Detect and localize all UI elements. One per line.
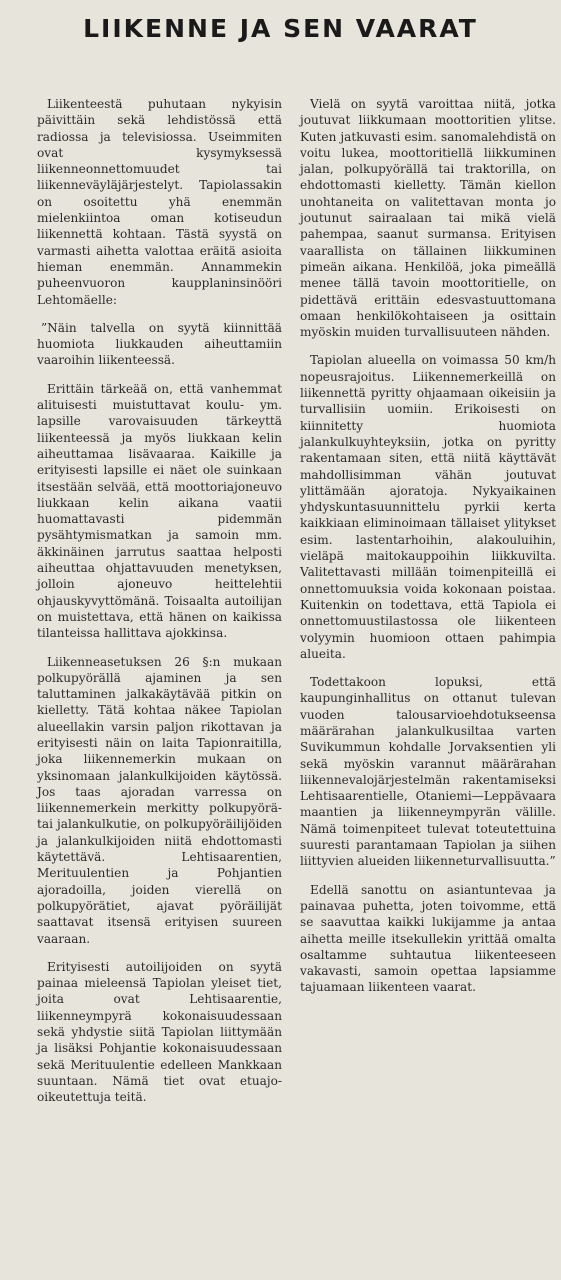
paragraph-conclusion-quote: Todettakoon lopuksi, että kaupunginhallitus on ottanut tulevan vuoden talousarvioehdotukseensa määrärahan jalankulkusiltaa varten Suvikummun kohdalle Jorvaksentien yli sekä myöskin varannut määrärahan liikennevalojärjestelmän rakentamiseksi Lehtisaarentielle, Otaniemi—Leppävaara maantien ja liikenneympyrän välille. Nämä toimenpiteet tulevat toteutettuina suuresti parantamaan Tapiolan ja siihen liittyvien alueiden liikenneturvallisuutta.” bbox=[300, 675, 556, 869]
paragraph-slippery-roads: Erittäin tärkeää on, että vanhemmat alituisesti muistuttavat koulu- ym. lapsille varovaisuuden tärkeyttä liikenteessä ja myös liukkaan kelin aiheuttamaa lisävaaraa. Kaikille ja erityisesti lapsille ei näet ole suinkaan itsestään selvää, että moottoriajoneuvo liukkaan kelin aikana vaatii huomattavasti pidemmän pysähtymismatkan ja samoin mm. äkkinäinen jarrutus saattaa helposti aiheuttaa ohjattavuuden menetyksen, jolloin ajoneuvo heittelehtii ohjauskyvyttömänä. Toisaalta autoilijan on muistettava, että hänen on kaikissa tilanteissa hallittava ajokkinsa. bbox=[37, 381, 282, 641]
paragraph-priority-roads: Erityisesti autoilijoiden on syytä painaa mieleensä Tapiolan yleiset tiet, joita ovat Lehtisaarentie, liikenneympyrä kokonaisuudessaan sekä yhdystie siitä Tapiolan liittymään ja lisäksi Pohjantie kokonaisuudessaan sekä Merituulentie edelleen Mankkaan suuntaan. Nämä tiet ovat etuajo-oikeutettuja teitä. bbox=[37, 959, 282, 1105]
paragraph-speed-limit: Tapiolan alueella on voimassa 50 km/h nopeusrajoitus. Liikennemerkeillä on liikennettä pyritty ohjaamaan oikeisiin ja turvallisiin uomiin. Erikoisesti on kiinnitetty huomiota jalankulkuyhteyksiin, jotka on pyritty rakentamaan siten, että niitä käyttävät mahdollisimman vähän joutuvat ylittämään ajoratoja. Nykyaikainen yhdyskuntasuunnittelu pyrkii kerta kaikkiaan eliminoimaan tällaiset ylitykset esim. lastentarhoihin, alakouluihin, vieläpä maitokauppoihin liikkuvilta. Valitettavasti millään toimenpiteillä ei onnettomuuksia voida kokonaan poistaa. Kuitenkin on todettava, että Tapiola ei onnettomuustilastossa ole liikenteen volyymin huomioon ottaen pahimpia alueita. bbox=[300, 353, 556, 661]
paragraph-editor-closing: Edellä sanottu on asiantuntevaa ja painavaa puhetta, joten toivomme, että se saavuttaa kaikki lukijamme ja antaa aihetta meille itsekullekin yrittää omalta osaltamme suhtautua liikenteeseen vakavasti, samoin opettaa lapsiamme tajuamaan liikenteen vaarat. bbox=[300, 882, 556, 995]
paragraph-bicycle-rules: Liikenneasetuksen 26 §:n mukaan polkupyörällä ajaminen ja sen taluttaminen jalkakäytävää pitkin on kielletty. Tätä kohtaa näkee Tapiolan alueellakin varsin paljon rikottavan ja erityisesti näin on laita Tapionraitilla, joka liikennemerkin mukaan on yksinomaan jalankulkijoiden käytössä. Jos taas ajoradan varressa on liikennemerkein merkitty polkupyörä- tai jalankulkutie, on polkupyöräilijöiden ja jalankulkijoiden niitä ehdottomasti käytettävä. Lehtisaarentien, Merituulentien ja Pohjantien ajoradoilla, joiden vierellä on polkupyörätiet, ajavat pyöräilijät saattavat itsensä erityisen suureen vaaraan. bbox=[37, 654, 282, 946]
paragraph-intro: Liikenteestä puhutaan nykyisin päivittäin sekä lehdistössä että radiossa ja televisiossa. Useimmiten ovat kysymyksessä liikenneonnettomuudet tai liikenneväyläjärjestelyt. Tapiolassakin on osoitettu yhä enemmän mielenkiintoa oman kotiseudun liikennettä kohtaan. Tästä syystä on varmasti aihetta valottaa eräitä asioita hieman enemmän. Annammekin puheenvuoron kaupplaninsinööri Lehtomäelle: bbox=[37, 97, 282, 307]
article-title: LIIKENNE JA SEN VAARAT bbox=[83, 14, 478, 43]
paragraph-quote-start: ”Näin talvella on syytä kiinnittää huomiota liukkauden aiheuttamiin vaaroihin liikenteessä. bbox=[37, 320, 282, 368]
paragraph-motorway: Vielä on syytä varoittaa niitä, jotka joutuvat liikkumaan moottoritien ylitse. Kuten jatkuvasti esim. sanomalehdistä on voitu lukea, moottoritiellä liikkuminen jalan, polkupyörällä tai traktorilla, on ehdottomasti kielletty. Tämän kiellon unohtaneita on valitettavan monta jo joutunut sairaalaan tai mikä vielä pahempaa, saanut surmansa. Erityisen vaarallista on tällainen liikkuminen pimeän aikana. Henkilöä, joka pimeällä menee tällä tavoin moottoritielle, on pidettävä erittäin edesvastuuttomana omaan henkilökohtaiseen ja osittain myöskin muiden turvallisuuteen nähden. bbox=[300, 97, 556, 340]
right-column bbox=[300, 96, 556, 1008]
left-column bbox=[37, 96, 282, 1118]
